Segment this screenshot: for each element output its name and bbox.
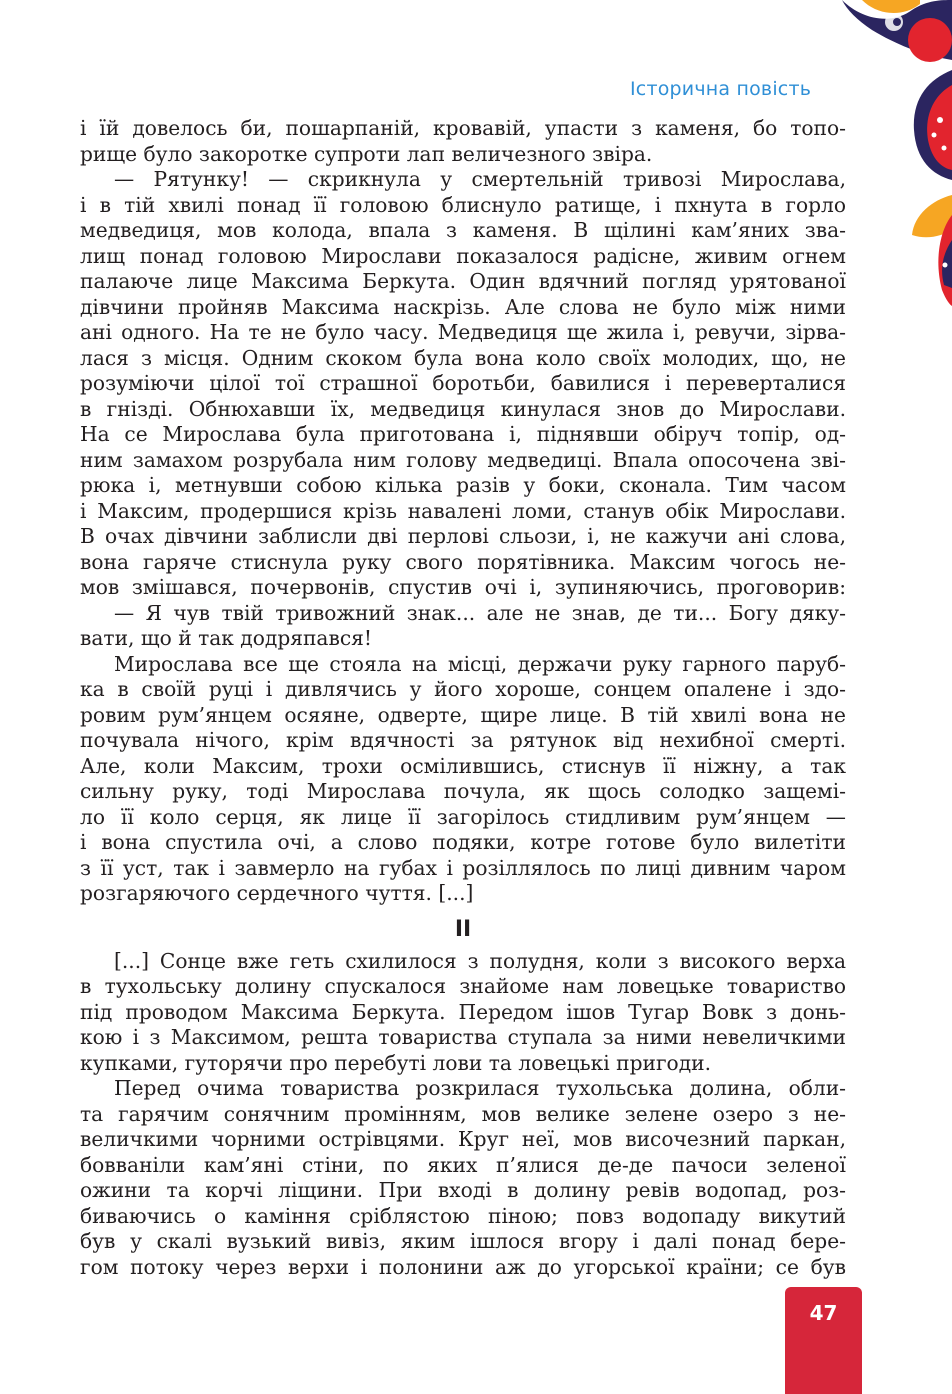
text-line: вона гаряче стиснула руку свого порятівника. Максим чогось не- — [80, 549, 846, 574]
text-line: лася з місця. Одним скоком була вона коло своїх молодих, що, не — [80, 345, 846, 370]
text-line: — Я чув твій тривожний знак... але не знав, де ти... Богу дяку- — [114, 600, 846, 625]
text-line: почувала нічого, крім вдячності за рятунок від нехибної смерті. — [80, 728, 846, 752]
text-line: та гарячим сонячним промінням, мов велике зелене озеро з не- — [80, 1101, 846, 1126]
text-line: ані одного. На те не було часу. Медведиця ще жила і, ревучи, зірва- — [80, 320, 846, 344]
text-line: бовваніли кам’яні стіни, по яких п’ялися де-де пачоси зеленої — [80, 1152, 846, 1177]
text-line: Але, коли Максим, трохи осмілившись, стиснув її ніжну, а так — [80, 753, 846, 778]
text-line: з її уст, так і завмерло на губах і розіллялось по лиці дивним чаром — [80, 855, 846, 880]
text-line: в гнізді. Обнюхавши їх, медведиця кинулася знов до Мирослави. — [80, 396, 846, 421]
text-line: мов змішався, почервонів, спустив очі і, зупиняючись, проговорив: — [80, 575, 846, 599]
text-line: Мирослава все ще стояла на місці, держачи руку гарного паруб- — [114, 651, 846, 676]
text-line: медведиця, мов колода, впала з каменя. В щілині кам’яних зва- — [80, 218, 846, 242]
text-line: і Максим, продершися крізь навалені ломи, станув обік Мирослави. — [80, 498, 846, 523]
text-line: розгаряючого сердечного чуття. [...] — [80, 881, 474, 905]
text-line: в тухольську долину спускалося знайоме нам ловецьке товариство — [80, 974, 846, 998]
text-line: На се Мирослава була приготована і, піднявши обіруч топір, од- — [80, 422, 846, 446]
text-line: розуміючи цілої тої страшної боротьби, бавилися і переверталися — [80, 371, 846, 395]
text-line: рюка і, метнувши собою кілька разів у боки, сконала. Тим часом — [80, 473, 846, 497]
text-line: вати, що й так додряпався! — [80, 626, 372, 650]
text-line: сильну руку, тоді Мирослава почула, як щось солодко защемі- — [80, 779, 846, 803]
text-line: ло її коло серця, як лице її загорілось стидливим рум’янцем — — [80, 804, 846, 829]
text-line: лищ понад головою Мирослави показалося радісне, живим огнем — [80, 243, 846, 268]
text-line: кою і з Максимом, решта товариства ступала за ними невеличкими — [80, 1025, 846, 1049]
text-line: дівчини пройняв Максима наскрізь. Але слова не було між ними — [80, 294, 846, 319]
text-line: ровим рум’янцем осяяне, одверте, щире лице. В тій хвилі вона не — [80, 702, 846, 727]
text-line: ним замахом розрубала ним голову медведиці. Впала опосочена зві- — [80, 447, 846, 472]
text-line: биваючись о каміння сріблястою піною; повз водопаду викутий — [80, 1203, 846, 1228]
section-label: Історична повість — [630, 78, 812, 100]
text-line: рище було закоротке супроти лап величезного звіра. — [80, 141, 653, 166]
text-line: під проводом Максима Беркута. Передом ішов Тугар Вовк з донь- — [80, 999, 846, 1024]
text-line: ожини та корчі ліщини. При вході в долину ревів водопад, роз- — [80, 1178, 846, 1202]
text-line: і в тій хвилі понад її головою блиснуло ратище, і пхнута в горло — [80, 192, 846, 217]
text-line: — Рятунку! — скрикнула у смертельній тривозі Мирослава, — [114, 167, 846, 191]
text-line: величкими чорними острівцями. Круг неї, мов височезний паркан, — [80, 1127, 846, 1151]
text-line: купками, гуторячи про перебуті лови та ловецькі пригоди. — [80, 1050, 711, 1075]
text-line: був у скалі вузький вивіз, яким ішлося вгору і далі понад бере- — [80, 1229, 846, 1253]
text-line: гом потоку через верхи і полонини аж до угорської країни; се був — [80, 1254, 846, 1279]
text-line: [...] Сонце вже геть схилилося з полудня, коли з високого верха — [114, 948, 846, 973]
page-number: 47 — [809, 1301, 838, 1325]
page-number-tab — [785, 1287, 862, 1394]
text-line: і вона спустила очі, а слово подяки, котре готове було вилетіти — [80, 830, 846, 854]
chapter-heading: II — [454, 916, 472, 942]
text-line: ка в своїй руці і дивлячись у його хороше, сонцем опалене і здо- — [80, 677, 846, 701]
text-line: Перед очима товариства розкрилася тухольська долина, обли- — [114, 1076, 846, 1100]
text-line: і їй довелось би, пошарпаній, кровавій, упасти з каменя, бо топо- — [80, 116, 846, 140]
text-line: палаюче лице Максима Беркута. Один вдячний погляд урятованої — [80, 269, 846, 293]
text-line: В очах дівчини заблисли дві перлові сльози, і, не кажучи ані слова, — [80, 524, 846, 548]
body-text — [80, 116, 846, 1280]
